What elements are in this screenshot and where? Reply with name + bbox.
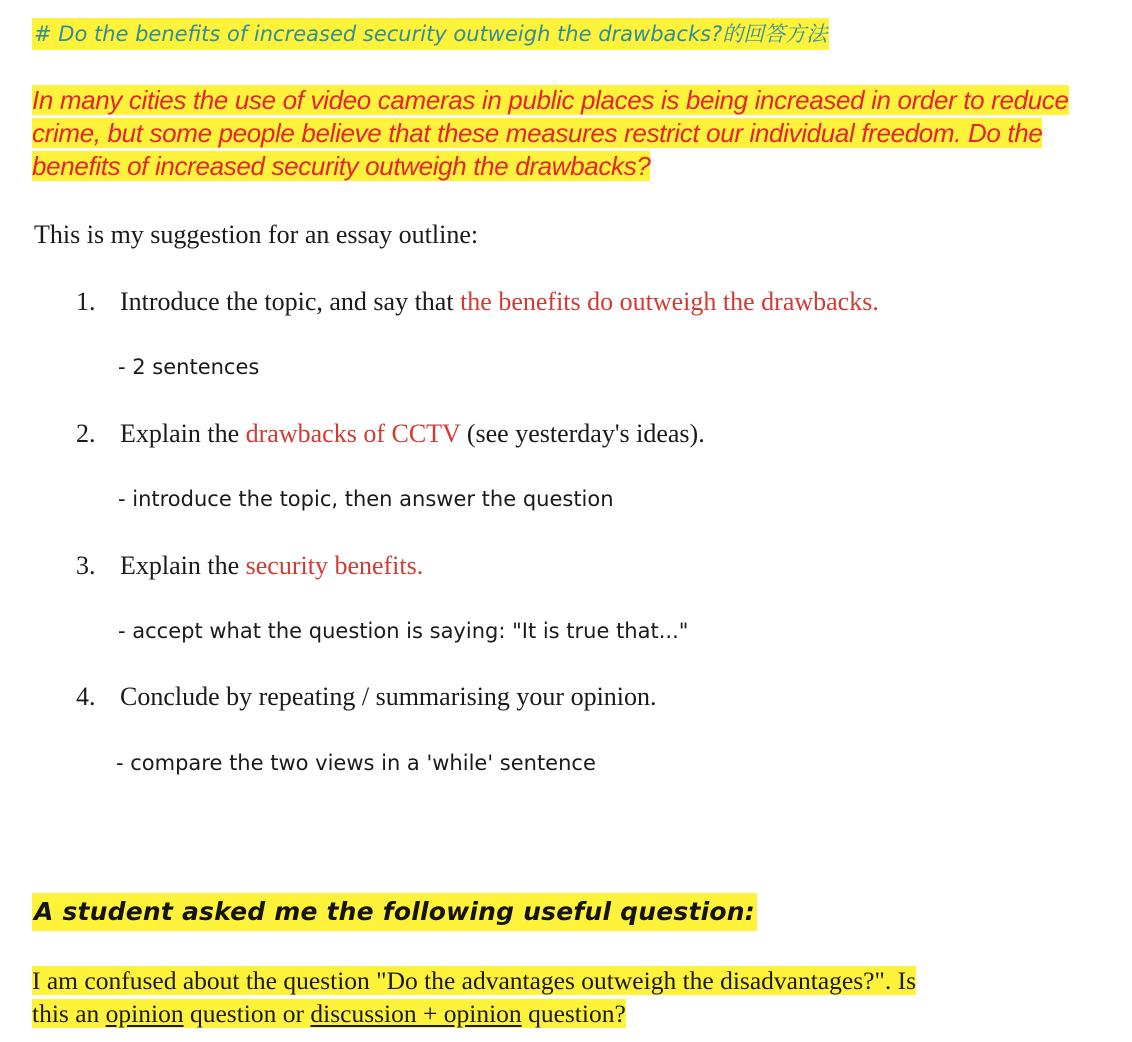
student-question-text: question or (183, 999, 311, 1028)
outline-step-3 (76, 548, 423, 584)
underlined-discussion-opinion: discussion + opinion (310, 999, 522, 1028)
student-question (32, 964, 1032, 1030)
outline-intro: This is my suggestion for an essay outline: (34, 220, 479, 249)
step-number: 2. (76, 419, 96, 448)
step-number: 3. (76, 551, 96, 580)
outline-step-2 (76, 416, 705, 452)
step-emphasis: drawbacks of CCTV (245, 419, 461, 448)
step-emphasis: the benefits do outweigh the drawbacks. (460, 287, 879, 316)
step-number: 1. (76, 287, 96, 316)
step-text: Explain the (120, 419, 246, 448)
step-text: Introduce the topic, and say that (120, 287, 461, 316)
student-question-line-1: I am confused about the question "Do the advantages outweigh the disadvantages?". Is (32, 966, 917, 995)
outline-step-1-note: - 2 sentences (118, 355, 260, 379)
essay-question-text: In many cities the use of video cameras in public places is being increased in order to reduce crime, but some people believe that these measures restrict our individual freedom. Do the benefits of increased security outweigh the drawbacks? (32, 85, 1069, 181)
step-text: Conclude by repeating / summarising your opinion. (120, 682, 657, 711)
underlined-opinion: opinion (105, 999, 184, 1028)
step-text-after: (see yesterday's ideas). (460, 419, 705, 448)
essay-question (32, 84, 1124, 183)
step-text: Explain the (120, 551, 246, 580)
step-number: 4. (76, 682, 96, 711)
student-question-line-2 (32, 999, 626, 1028)
outline-step-2-note: - introduce the topic, then answer the question (118, 487, 614, 511)
heading-line: # Do the benefits of increased security outweigh the drawbacks?的回答方法 (32, 18, 829, 50)
outline-step-4 (76, 679, 657, 715)
outline-step-3-note: - accept what the question is saying: "It is true that..." (118, 619, 689, 643)
student-question-heading: A student asked me the following useful question: (32, 893, 757, 931)
outline-step-1 (76, 284, 879, 320)
student-question-text: question? (521, 999, 626, 1028)
step-emphasis: security benefits. (245, 551, 424, 580)
outline-step-4-note: - compare the two views in a 'while' sentence (116, 751, 596, 775)
student-question-text: this an (32, 999, 106, 1028)
